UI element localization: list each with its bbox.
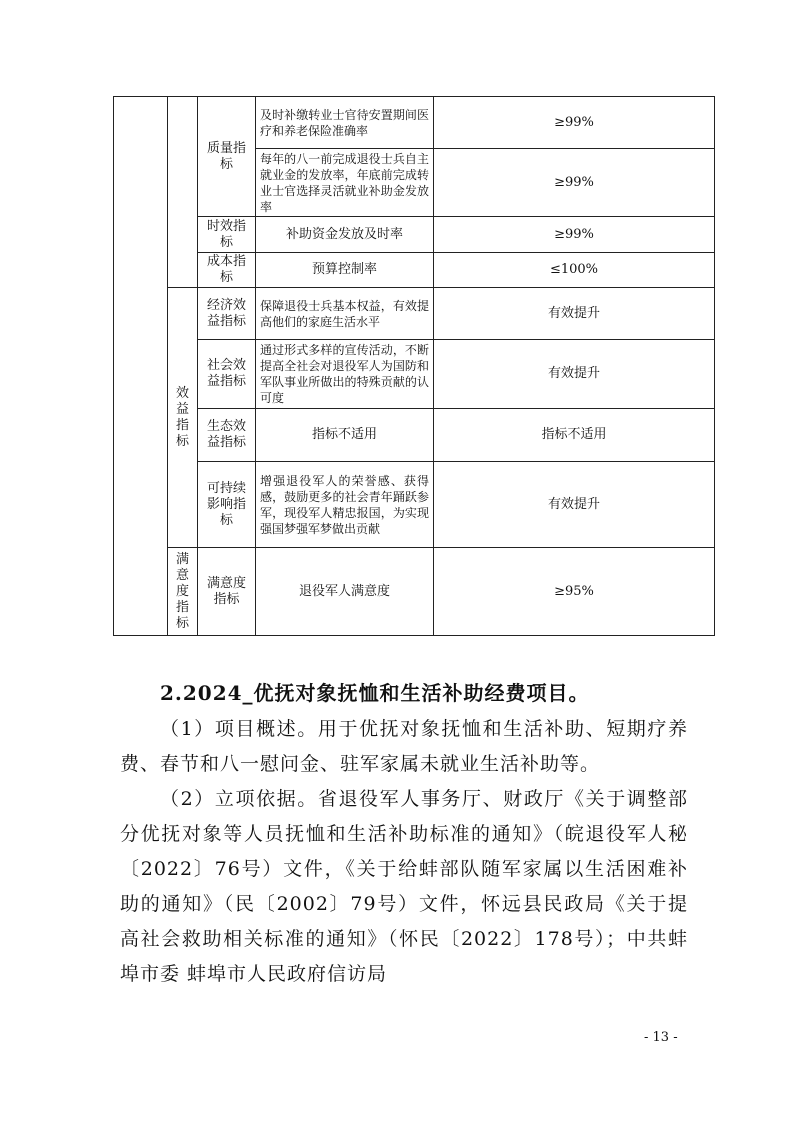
indicator-value: 指标不适用 — [434, 409, 715, 462]
indicator-value: 有效提升 — [434, 340, 715, 409]
indicator-description: 通过形式多样的宣传活动，不断提高全社会对退役军人为国防和军队事业所做出的特殊贡献的认可度 — [256, 340, 434, 409]
satisfaction-indicator-cell: 满意度指标 — [198, 548, 256, 636]
indicator-value: 有效提升 — [434, 462, 715, 548]
indicator-description: 及时补缴转业士官待安置期间医疗和养老保险准确率 — [256, 97, 434, 149]
indicator-value: ≥99% — [434, 217, 715, 253]
indicator-description: 退役军人满意度 — [256, 548, 434, 636]
indicator-description: 补助资金发放及时率 — [256, 217, 434, 253]
benefit-indicator-cell: 经济效益指标 — [198, 288, 256, 340]
benefit-indicator-cell: 社会效益指标 — [198, 340, 256, 409]
benefit-category-cell: 效益指标 — [168, 288, 198, 548]
indicator-value: ≥99% — [434, 149, 715, 217]
paragraph-overview: （1）项目概述。用于优抚对象抚恤和生活补助、短期疗养费、春节和八一慰问金、驻军家属未就业生活补助等。 — [120, 718, 688, 775]
satisfaction-category-cell: 满意度指标 — [168, 548, 198, 636]
indicator-value: ≤100% — [434, 253, 715, 288]
output-category-cell — [168, 97, 198, 288]
benefit-indicator-cell: 可持续影响指标 — [198, 462, 256, 548]
benefit-indicator-cell: 生态效益指标 — [198, 409, 256, 462]
indicator-description: 预算控制率 — [256, 253, 434, 288]
page-number: - 13 - — [644, 1030, 678, 1045]
indicator-description: 增强退役军人的荣誉感、获得感，鼓励更多的社会青年踊跃参军，现役军人精忠报国，为实现强国梦强军梦做出贡献 — [256, 462, 434, 548]
indicator-description: 每年的八一前完成退役士兵自主就业金的发放率，年底前完成转业士官选择灵活就业补助金发放率 — [256, 149, 434, 217]
paragraph-basis: （2）立项依据。省退役军人事务厅、财政厅《关于调整部分优抚对象等人员抚恤和生活补助标准的通知》（皖退役军人秘〔2022〕76号）文件，《关于给蚌部队随军家属以生活困难补助的通知》（民〔2002〕79号）文件，怀远县民政局《关于提高社会救助相关标准的通知》（怀民〔2022〕178号）；中共蚌埠市委 蚌埠市人民政府信访局 — [120, 788, 688, 985]
quality-indicator-cell: 质量指标 — [198, 97, 256, 217]
indicator-description: 指标不适用 — [256, 409, 434, 462]
indicator-value: ≥99% — [434, 97, 715, 149]
indicator-description: 保障退役士兵基本权益，有效提高他们的家庭生活水平 — [256, 288, 434, 340]
cost-indicator-cell: 成本指标 — [198, 253, 256, 288]
timeliness-indicator-cell: 时效指标 — [198, 217, 256, 253]
indicator-value: ≥95% — [434, 548, 715, 636]
indicator-value: 有效提升 — [434, 288, 715, 340]
section-title: 2.2024_优抚对象抚恤和生活补助经费项目。 — [160, 681, 590, 705]
outer-category-cell — [114, 97, 168, 636]
performance-indicator-table — [113, 96, 715, 636]
